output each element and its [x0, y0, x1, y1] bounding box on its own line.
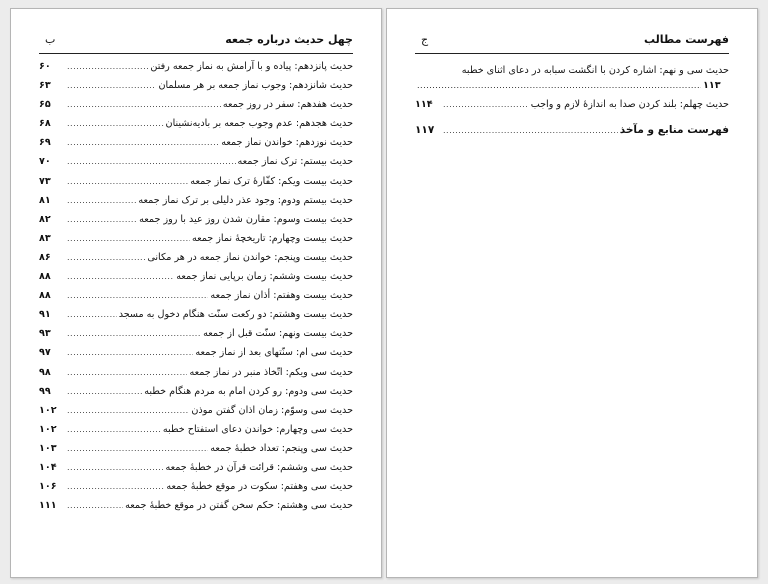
- toc-leader-dots: [67, 368, 187, 377]
- toc-leader-dots: [67, 425, 161, 434]
- toc-leader-dots: [67, 272, 174, 281]
- toc-entry-title: حدیث بیست وچهارم: تاریخچهٔ نماز جمعه: [191, 232, 353, 244]
- toc-entry[interactable]: [39, 99, 353, 118]
- toc-entry[interactable]: [39, 290, 353, 309]
- toc-entry-page: ۸۱: [39, 194, 51, 206]
- toc-entry-page: ۶۸: [39, 118, 51, 130]
- toc-leader-dots: [67, 310, 117, 319]
- toc-entry-page: ۹۳: [39, 328, 51, 340]
- toc-entry[interactable]: [39, 214, 353, 233]
- toc-leader-dots: [67, 62, 148, 71]
- toc-entry-title: حدیث سی ویکم: اتّخاذ منبر در نماز جمعه: [189, 366, 353, 378]
- toc-entry-title: حدیث بیست وششم: زمان برپایی نماز جمعه: [176, 271, 353, 283]
- toc-leader-dots: [67, 215, 137, 224]
- toc-entry-title: حدیث سی وپنجم: تعداد خطبهٔ جمعه: [210, 442, 353, 454]
- toc-entry-page: ۶۰: [39, 61, 51, 72]
- toc-entry-title: حدیث بیست ویکم: کفّارهٔ ترک نماز جمعه: [190, 175, 353, 187]
- toc-entry-title: حدیث سی وششم: قرائت قرآن در خطبهٔ جمعه: [165, 461, 353, 473]
- toc-entry-title: حدیث بیست ونهم: سنّت قبل از جمعه: [203, 328, 353, 340]
- toc-entry[interactable]: [39, 271, 353, 290]
- toc-entry-wrapped[interactable]: [415, 61, 729, 99]
- toc-entry[interactable]: [39, 424, 353, 443]
- toc-entry-title: حدیث سی وهفتم: سکوت در موقع خطبهٔ جمعه: [166, 481, 353, 493]
- toc-leader-dots: [443, 126, 618, 135]
- toc-entry[interactable]: [39, 481, 353, 500]
- toc-entry-page: ۹۱: [39, 309, 51, 321]
- toc-entry[interactable]: [39, 347, 353, 366]
- toc-entry-page: ۹۸: [39, 366, 51, 378]
- toc-entry[interactable]: [39, 137, 353, 156]
- toc-entry-title: حدیث هجدهم: عدم وجوب جمعه بر بادیه‌نشینان: [165, 118, 353, 130]
- toc-leader-dots: [67, 348, 193, 357]
- toc-entry-page: ۱۰۲: [39, 423, 57, 435]
- toc-leader-dots: [67, 196, 136, 205]
- toc-entry-title: حدیث بیستم ودوم: وجود عذر دلیلی بر ترک نماز جمعه: [138, 194, 353, 206]
- toc-entry-title: حدیث بیست وهفتم: أذان نماز جمعه: [210, 290, 353, 302]
- toc-entry-title: حدیث سی و نهم: اشاره کردن با انگشت سبابه در دعای اثنای خطبه: [461, 65, 729, 76]
- toc-leader-dots: [67, 463, 163, 472]
- right-header-number: ج: [421, 33, 429, 46]
- toc-entry-title: حدیث پانزدهم: پیاده و با آرامش به نماز جمعه رفتن: [150, 61, 353, 72]
- toc-entry-page: ۷۰: [39, 156, 51, 168]
- toc-entry[interactable]: [39, 80, 353, 99]
- left-header-number: ب: [45, 33, 56, 46]
- toc-entry-page: ۱۰۲: [39, 404, 57, 416]
- toc-entry[interactable]: [39, 252, 353, 271]
- toc-entry[interactable]: [39, 328, 353, 347]
- toc-leader-dots: [67, 157, 236, 166]
- toc-entry-page: ۸۸: [39, 271, 51, 283]
- toc-leader-dots: [67, 444, 208, 453]
- toc-entry[interactable]: [39, 156, 353, 175]
- toc-entry-title: حدیث نوزدهم: خواندن نماز جمعه: [221, 137, 353, 149]
- toc-entry-title: حدیث بیستم: ترک نماز جمعه: [237, 156, 353, 168]
- right-toc-list: [415, 61, 729, 143]
- toc-entry[interactable]: [39, 61, 353, 80]
- toc-entry-page: ۹۹: [39, 385, 51, 397]
- toc-entry-page: ۶۵: [39, 99, 51, 111]
- toc-entry-page: ۱۱۱: [39, 500, 57, 512]
- toc-entry-page: ۸۲: [39, 213, 51, 225]
- toc-entry-title: حدیث هفدهم: سفر در روز جمعه: [222, 99, 353, 111]
- right-header-title: فهرست مطالب: [643, 33, 729, 46]
- toc-entry[interactable]: [39, 443, 353, 462]
- toc-entry-page: ۹۷: [39, 347, 51, 359]
- toc-entry-title: حدیث شانزدهم: وجوب نماز جمعه بر هر مسلمان: [158, 80, 353, 92]
- toc-entry-page: ۱۱۷: [415, 124, 435, 137]
- toc-entry-page: ۱۰۳: [39, 442, 57, 454]
- toc-entry[interactable]: [39, 233, 353, 252]
- toc-leader-dots: [67, 119, 164, 128]
- right-page-header: [415, 31, 729, 54]
- toc-entry-page: ۶۳: [39, 80, 51, 92]
- toc-leader-dots: [67, 81, 156, 90]
- toc-leader-dots: [67, 482, 164, 491]
- toc-entry-sources[interactable]: [415, 124, 729, 143]
- toc-leader-dots: [67, 501, 123, 510]
- toc-entry[interactable]: [39, 386, 353, 405]
- toc-entry-title: فهرست منابع و مآخذ: [619, 124, 729, 137]
- toc-entry-page: ۸۸: [39, 290, 51, 302]
- toc-entry-page: ۱۱۳: [703, 80, 721, 91]
- toc-entry-page: ۱۰۶: [39, 481, 57, 493]
- toc-entry[interactable]: [39, 367, 353, 386]
- toc-leader-dots: [417, 81, 701, 90]
- toc-entry-title: حدیث سی ودوم: رو کردن امام به مردم هنگام خطبه: [144, 385, 353, 397]
- toc-entry[interactable]: [39, 405, 353, 424]
- toc-leader-dots: [67, 138, 219, 147]
- toc-entry[interactable]: [415, 99, 729, 118]
- toc-entry[interactable]: [39, 176, 353, 195]
- toc-leader-dots: [67, 406, 189, 415]
- toc-entry-title: حدیث سی وهشتم: حکم سخن گفتن در موقع خطبهٔ جمعه: [125, 500, 353, 512]
- toc-entry-page: ۸۳: [39, 232, 51, 244]
- toc-leader-dots: [67, 329, 201, 338]
- toc-entry[interactable]: [39, 309, 353, 328]
- toc-entry-page: ۶۹: [39, 137, 51, 149]
- toc-entry-page: ۱۰۴: [39, 461, 57, 473]
- toc-entry-title: حدیث سی وسوّم: زمان اذان گفتن موذن: [191, 404, 353, 416]
- toc-entry-page: ۸۶: [39, 251, 51, 263]
- left-toc-list: [39, 61, 353, 519]
- toc-leader-dots: [67, 291, 208, 300]
- toc-leader-dots: [67, 387, 142, 396]
- right-page: [386, 8, 758, 578]
- toc-leader-dots: [67, 177, 188, 186]
- toc-leader-dots: [67, 253, 145, 262]
- toc-entry-title: حدیث سی ام: سنّتهای بعد از نماز جمعه: [195, 347, 353, 359]
- toc-leader-dots: [443, 100, 529, 109]
- left-page: [10, 8, 382, 578]
- toc-entry[interactable]: [39, 195, 353, 214]
- toc-entry[interactable]: [39, 462, 353, 481]
- toc-entry-page: ۱۱۴: [415, 99, 433, 110]
- toc-entry-title: حدیث سی وچهارم: خواندن دعای استفتاح خطبه: [162, 423, 353, 435]
- toc-leader-dots: [67, 100, 221, 109]
- left-page-header: [39, 31, 353, 54]
- toc-entry[interactable]: [39, 500, 353, 519]
- toc-entry-title: حدیث بیست وهشتم: دو رکعت سنّت هنگام دخول به مسجد: [118, 309, 353, 321]
- left-header-title: چهل حدیث درباره جمعه: [225, 33, 353, 46]
- toc-entry-title: حدیث بیست وپنجم: خواندن نماز جمعه در هر مکانی: [147, 251, 353, 263]
- toc-entry-page: ۷۳: [39, 175, 51, 187]
- toc-leader-dots: [67, 234, 190, 243]
- toc-entry-title: حدیث چهلم: بلند کردن صدا به اندازهٔ لازم و واجب: [530, 99, 729, 110]
- toc-entry[interactable]: [39, 118, 353, 137]
- toc-entry-title: حدیث بیست وسوم: مقارن شدن روز عید با روز جمعه: [139, 213, 353, 225]
